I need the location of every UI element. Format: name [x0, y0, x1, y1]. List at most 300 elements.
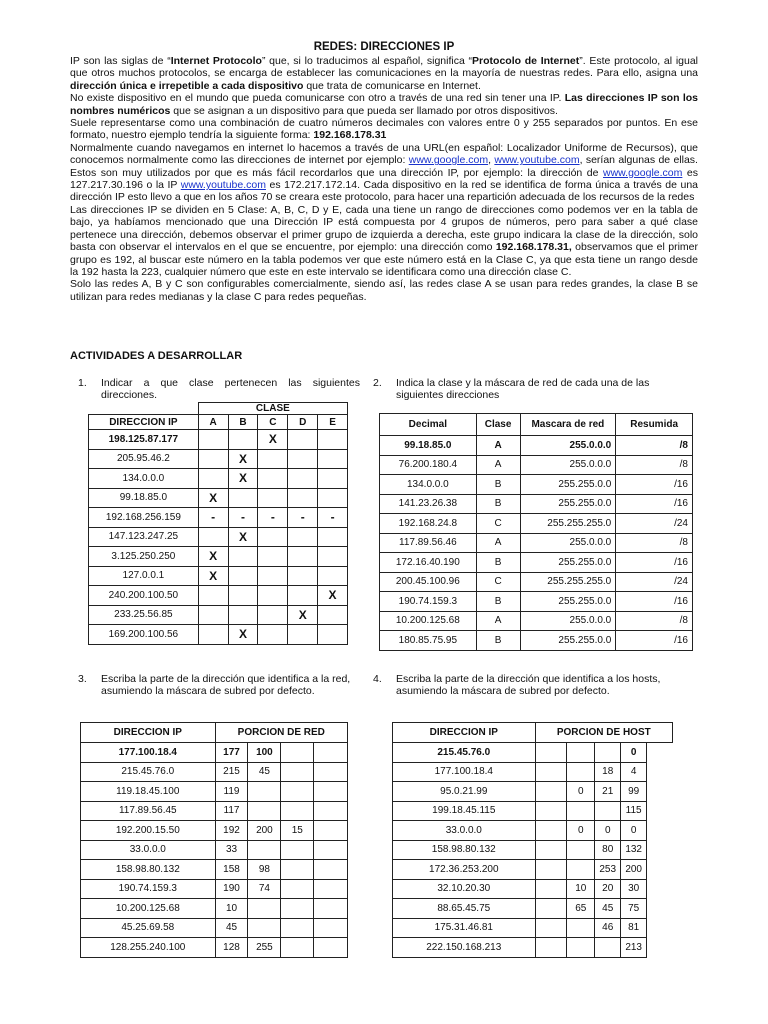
table-row: [81, 782, 348, 802]
network-portion-table: [80, 722, 348, 958]
cidr-cell: /8: [616, 455, 693, 475]
octet-cell: [281, 879, 314, 899]
intro-paragraph: [70, 92, 698, 117]
decimal-cell: 117.89.56.46: [380, 533, 477, 553]
octet-cell: [281, 899, 314, 919]
octet-cell: 99: [621, 782, 647, 802]
mask-cell: 255.255.0.0: [520, 494, 616, 514]
class-cell: A: [476, 611, 520, 631]
empty-cell: [314, 840, 348, 860]
intro-text: [70, 55, 698, 303]
class-mark-cell: [318, 566, 348, 586]
class-header: D: [288, 415, 318, 430]
octet-cell: 74: [248, 879, 281, 899]
ip-cell: 198.125.87.177: [89, 430, 199, 450]
class-mark-cell: [318, 605, 348, 625]
empty-cell: [535, 918, 567, 938]
class-mark-cell: X: [288, 605, 318, 625]
empty-cell: [314, 743, 348, 763]
ip-cell: 215.45.76.0: [81, 762, 216, 782]
mask-cell: 255.255.0.0: [520, 631, 616, 651]
class-cell: B: [476, 553, 520, 573]
octet-cell: 0: [621, 743, 647, 763]
question-3: [78, 673, 360, 698]
ip-cell: 169.200.100.56: [89, 625, 199, 645]
table-row: [393, 801, 673, 821]
ip-cell: 192.200.15.50: [81, 821, 216, 841]
text: que trata de comunicarse en Internet.: [303, 79, 481, 92]
ip-column-header: DIRECCION IP: [393, 723, 536, 743]
octet-cell: 158: [215, 860, 248, 880]
mask-cell: 255.0.0.0: [520, 455, 616, 475]
text: Normalmente cuando navegamos en internet lo hacemos a través de una URL(en español: Localizador Uniforme de Recursos), que conocemos normalmente como las direcciones de internet por ejemplo:: [70, 141, 698, 167]
octet-cell: 75: [621, 899, 647, 919]
table-row: [380, 553, 693, 573]
class-mark-cell: [258, 469, 288, 489]
table-row: [380, 494, 693, 514]
decimal-cell: 200.45.100.96: [380, 572, 477, 592]
question-text: Escriba la parte de la dirección que identifica a los hosts, asumiendo la máscara de subred por defecto.: [396, 673, 661, 698]
intro-paragraph: [70, 55, 698, 92]
ip-cell: 119.18.45.100: [81, 782, 216, 802]
octet-cell: [281, 860, 314, 880]
class-mark-cell: [228, 586, 258, 606]
class-header: Clase: [476, 414, 520, 436]
table-row: [393, 840, 673, 860]
class-mark-cell: [288, 488, 318, 508]
page-title: REDES: DIRECCIONES IP: [313, 41, 455, 53]
empty-cell: [535, 938, 567, 958]
cidr-header: Resumida: [616, 414, 693, 436]
text: que se asignan a un dispositivo para que pueda ser llamado por otros dispositivos.: [170, 104, 558, 117]
decimal-header: Decimal: [380, 414, 477, 436]
table-row: [393, 782, 673, 802]
table-row: [81, 860, 348, 880]
octet-cell: 0: [621, 821, 647, 841]
table-row: [89, 605, 348, 625]
table-row: [81, 762, 348, 782]
class-cell: A: [476, 533, 520, 553]
class-cell: C: [476, 514, 520, 534]
class-mark-cell: [318, 469, 348, 489]
octet-cell: [281, 762, 314, 782]
empty-cell: [314, 782, 348, 802]
ip-cell: 33.0.0.0: [81, 840, 216, 860]
octet-cell: 0: [567, 782, 595, 802]
cidr-cell: /8: [616, 611, 693, 631]
text: Las direcciones IP se dividen en 5 Clase: A, B, C, D y E, cada una tiene un rango de direcciones como podemos ver en la tabla de bajo, ya habíamos mencionado que una Dirección IP está compuesta por 4 grupos de números, pero para saber a qué clase pertenece una dirección, debemos observar el primer grupo de izquierda a derecha, este grupo indicara la clase de la dirección, solo basta con observar el intervalos en el que se encuentre, por ejemplo: una dirección como: [70, 203, 698, 254]
ip-cell: 190.74.159.3: [81, 879, 216, 899]
cidr-cell: /8: [616, 533, 693, 553]
text: ,: [488, 154, 495, 167]
octet-cell: [567, 801, 595, 821]
table-row: [81, 938, 348, 958]
octet-cell: [281, 743, 314, 763]
ip-cell: 32.10.20.30: [393, 879, 536, 899]
octet-cell: [595, 938, 621, 958]
class-header: E: [318, 415, 348, 430]
cidr-cell: /24: [616, 572, 693, 592]
octet-cell: 177: [215, 743, 248, 763]
octet-cell: 45: [248, 762, 281, 782]
octet-cell: [248, 801, 281, 821]
octet-cell: [595, 743, 621, 763]
decimal-cell: 172.16.40.190: [380, 553, 477, 573]
octet-cell: [595, 801, 621, 821]
intro-paragraph: [70, 117, 698, 142]
octet-cell: [567, 762, 595, 782]
table-row: [81, 743, 348, 763]
class-mark-cell: [258, 449, 288, 469]
ip-cell: 95.0.21.99: [393, 782, 536, 802]
class-mark-cell: -: [288, 508, 318, 528]
class-cell: B: [476, 494, 520, 514]
table-row: [89, 625, 348, 645]
octet-cell: 115: [621, 801, 647, 821]
class-mark-cell: [288, 586, 318, 606]
link-youtube[interactable]: www.youtube.com: [494, 154, 580, 167]
octet-cell: 20: [595, 879, 621, 899]
ip-cell: 177.100.18.4: [81, 743, 216, 763]
table-row: [393, 860, 673, 880]
decimal-cell: 190.74.159.3: [380, 592, 477, 612]
class-header: C: [258, 415, 288, 430]
table-row: [380, 514, 693, 534]
class-mark-cell: [288, 449, 318, 469]
octet-cell: [281, 840, 314, 860]
table-row: [393, 821, 673, 841]
link-google[interactable]: www.google.com: [408, 154, 489, 167]
intro-paragraph: Solo las redes A, B y C son configurables comercialmente, siendo así, las redes clase A se usan para redes grandes, la clase B se utilizan para redes medianas y la clase C para redes pequeñas.: [70, 278, 698, 303]
ip-cell: 175.31.46.81: [393, 918, 536, 938]
class-mark-cell: [288, 430, 318, 450]
mask-cell: 255.255.0.0: [520, 475, 616, 495]
empty-cell: [314, 801, 348, 821]
octet-cell: 128: [215, 938, 248, 958]
question-number: 3.: [78, 673, 87, 685]
mask-cell: 255.0.0.0: [520, 533, 616, 553]
table-row: [380, 611, 693, 631]
octet-cell: 15: [281, 821, 314, 841]
question-text: Indicar a que clase pertenecen las siguientes direcciones.: [101, 377, 360, 402]
table-row: [89, 430, 348, 450]
class-mark-cell: [258, 586, 288, 606]
class-mark-cell: [198, 449, 228, 469]
class-mark-cell: [318, 527, 348, 547]
empty-cell: [535, 801, 567, 821]
table-row: [380, 436, 693, 456]
octet-cell: [567, 918, 595, 938]
mask-cell: 255.255.255.0: [520, 572, 616, 592]
cidr-cell: /8: [616, 436, 693, 456]
octet-cell: [567, 938, 595, 958]
octet-cell: 4: [621, 762, 647, 782]
octet-cell: [248, 899, 281, 919]
octet-cell: [248, 918, 281, 938]
class-mark-cell: [228, 430, 258, 450]
table-row: [81, 840, 348, 860]
class-mark-cell: [198, 625, 228, 645]
text: No existe dispositivo en el mundo que pueda comunicarse con otro a través de una red sin tener una IP.: [70, 92, 565, 105]
octet-cell: [281, 782, 314, 802]
empty-cell: [314, 899, 348, 919]
ip-cell: 10.200.125.68: [81, 899, 216, 919]
ip-cell: 117.89.56.45: [81, 801, 216, 821]
class-mark-cell: [318, 430, 348, 450]
class-mark-cell: [258, 547, 288, 567]
class-mark-cell: [288, 566, 318, 586]
octet-cell: [567, 860, 595, 880]
table-row: [393, 879, 673, 899]
ip-cell: 134.0.0.0: [89, 469, 199, 489]
ip-cell: 233.25.56.85: [89, 605, 199, 625]
class-mark-cell: [198, 430, 228, 450]
octet-cell: 81: [621, 918, 647, 938]
class-mark-cell: X: [198, 488, 228, 508]
class-mark-cell: [288, 527, 318, 547]
octet-cell: 200: [621, 860, 647, 880]
cidr-cell: /24: [616, 514, 693, 534]
ip-cell: 240.200.100.50: [89, 586, 199, 606]
empty-cell: [535, 860, 567, 880]
intro-paragraph: [70, 204, 698, 278]
octet-cell: 253: [595, 860, 621, 880]
text: Suele representarse como una combinación de cuatro números decimales con valores entre 0 y 255 separados por puntos. En ese formato, nuestro ejemplo tendría la siguiente forma:: [70, 117, 698, 142]
octet-cell: 132: [621, 840, 647, 860]
text-bold: Internet Protocolo: [170, 55, 262, 67]
class-cell: B: [476, 631, 520, 651]
class-mark-cell: [318, 625, 348, 645]
octet-cell: [567, 743, 595, 763]
text-bold: 192.168.178.31: [313, 129, 387, 142]
class-mark-cell: [258, 527, 288, 547]
class-mark-cell: -: [198, 508, 228, 528]
octet-cell: 119: [215, 782, 248, 802]
ip-cell: 158.98.80.132: [81, 860, 216, 880]
mask-cell: 255.255.0.0: [520, 592, 616, 612]
table-row: [81, 821, 348, 841]
table-row: [89, 469, 348, 489]
link-youtube[interactable]: www.youtube.com: [180, 179, 266, 192]
class-mark-cell: [318, 488, 348, 508]
table-row: [81, 918, 348, 938]
text: ”. Este protocolo, al igual que otros muchos protocolos, se encarga de establecer las comunicaciones en la mayoría de nuestras redes. Para ello, asigna una: [70, 55, 699, 80]
class-cell: B: [476, 475, 520, 495]
host-portion-header: PORCION DE HOST: [535, 723, 672, 743]
table-row: [89, 488, 348, 508]
class-mark-cell: [258, 488, 288, 508]
ip-cell: 222.150.168.213: [393, 938, 536, 958]
text-bold: Las direcciones IP son los nombres numéricos: [70, 92, 698, 117]
ip-cell: 215.45.76.0: [393, 743, 536, 763]
class-mark-cell: [228, 566, 258, 586]
decimal-cell: 10.200.125.68: [380, 611, 477, 631]
text: es 127.217.30.196 o la IP: [70, 166, 698, 192]
decimal-cell: 180.85.75.95: [380, 631, 477, 651]
ip-cell: 127.0.0.1: [89, 566, 199, 586]
class-header: A: [198, 415, 228, 430]
decimal-cell: 141.23.26.38: [380, 494, 477, 514]
empty-cell: [314, 821, 348, 841]
class-mark-cell: X: [198, 566, 228, 586]
ip-column-header: DIRECCION IP: [89, 415, 199, 430]
empty-cell: [535, 879, 567, 899]
octet-cell: 65: [567, 899, 595, 919]
question-4: [373, 673, 698, 698]
class-mark-cell: [198, 586, 228, 606]
table-row: [89, 449, 348, 469]
class-mark-cell: [198, 605, 228, 625]
empty-header: [89, 403, 199, 415]
class-table: [88, 402, 348, 645]
class-cell: C: [476, 572, 520, 592]
cidr-cell: /16: [616, 475, 693, 495]
class-mark-cell: [288, 547, 318, 567]
ip-cell: 158.98.80.132: [393, 840, 536, 860]
table-row: [81, 801, 348, 821]
table-row: [393, 918, 673, 938]
ip-cell: 3.125.250.250: [89, 547, 199, 567]
table-row: [393, 899, 673, 919]
class-cell: A: [476, 455, 520, 475]
octet-cell: 30: [621, 879, 647, 899]
cidr-cell: /16: [616, 494, 693, 514]
ip-cell: 128.255.240.100: [81, 938, 216, 958]
table-row: [380, 475, 693, 495]
class-header: B: [228, 415, 258, 430]
class-mark-cell: X: [228, 449, 258, 469]
table-row: [89, 547, 348, 567]
question-number: 1.: [78, 377, 87, 389]
empty-cell: [535, 899, 567, 919]
class-mark-cell: -: [228, 508, 258, 528]
question-1: [78, 377, 360, 402]
intro-paragraph: [70, 142, 698, 204]
octet-cell: 0: [595, 821, 621, 841]
class-mark-cell: -: [258, 508, 288, 528]
class-mark-cell: X: [258, 430, 288, 450]
class-mark-cell: X: [228, 469, 258, 489]
class-mark-cell: [318, 449, 348, 469]
ip-cell: 172.36.253.200: [393, 860, 536, 880]
empty-cell: [535, 762, 567, 782]
question-text: Indica la clase y la máscara de red de cada una de las siguientes direcciones: [396, 377, 650, 402]
octet-cell: 192: [215, 821, 248, 841]
empty-cell: [535, 840, 567, 860]
empty-cell: [314, 860, 348, 880]
octet-cell: 190: [215, 879, 248, 899]
class-mark-cell: [288, 625, 318, 645]
question-number: 2.: [373, 377, 382, 389]
class-mark-cell: [258, 625, 288, 645]
class-mark-cell: [288, 469, 318, 489]
ip-cell: 147.123.247.25: [89, 527, 199, 547]
octet-cell: 21: [595, 782, 621, 802]
octet-cell: 100: [248, 743, 281, 763]
empty-cell: [535, 743, 567, 763]
link-google[interactable]: www.google.com: [603, 166, 683, 179]
mask-cell: 255.0.0.0: [520, 436, 616, 456]
empty-cell: [535, 782, 567, 802]
table-row: [380, 455, 693, 475]
table-row: [380, 631, 693, 651]
class-mark-cell: -: [318, 508, 348, 528]
class-mark-cell: [198, 469, 228, 489]
table-row: [81, 879, 348, 899]
text-bold: 192.168.178.31,: [495, 241, 572, 254]
octet-cell: 45: [215, 918, 248, 938]
octet-cell: 33: [215, 840, 248, 860]
ip-cell: 177.100.18.4: [393, 762, 536, 782]
octet-cell: [248, 782, 281, 802]
octet-cell: 200: [248, 821, 281, 841]
text: , serían algunas de ellas. Estos son muy utilizados por que es más fácil recordarlos que una dirección IP, por ejemplo: la dirección de: [70, 154, 698, 179]
table-row: [89, 566, 348, 586]
octet-cell: 117: [215, 801, 248, 821]
table-row: [393, 938, 673, 958]
decimal-cell: 192.168.24.8: [380, 514, 477, 534]
cidr-cell: /16: [616, 592, 693, 612]
octet-cell: 215: [215, 762, 248, 782]
octet-cell: [567, 840, 595, 860]
ip-cell: 205.95.46.2: [89, 449, 199, 469]
octet-cell: [281, 918, 314, 938]
text: es 172.217.172.14. Cada dispositivo en la red se identifica de forma única a través de una dirección IP esto llevo a que en los años 70 se creara este protocolo, para hacer una repartición adecuada de los recursos de la redes: [70, 179, 699, 204]
ip-cell: 33.0.0.0: [393, 821, 536, 841]
class-mark-cell: [318, 547, 348, 567]
octet-cell: [248, 840, 281, 860]
empty-cell: [314, 879, 348, 899]
decimal-cell: 76.200.180.4: [380, 455, 477, 475]
ip-cell: 88.65.45.75: [393, 899, 536, 919]
text: IP son las siglas de “: [70, 55, 171, 67]
decimal-cell: 99.18.85.0: [380, 436, 477, 456]
empty-cell: [314, 762, 348, 782]
octet-cell: [281, 801, 314, 821]
mask-table: [379, 413, 693, 651]
mask-cell: 255.0.0.0: [520, 611, 616, 631]
table-row: [380, 533, 693, 553]
class-mark-cell: [228, 605, 258, 625]
octet-cell: 10: [567, 879, 595, 899]
class-group-header: CLASE: [198, 403, 347, 415]
host-portion-table: [392, 722, 673, 958]
empty-cell: [535, 821, 567, 841]
class-mark-cell: [228, 488, 258, 508]
class-mark-cell: X: [198, 547, 228, 567]
class-cell: B: [476, 592, 520, 612]
cidr-cell: /16: [616, 553, 693, 573]
question-number: 4.: [373, 673, 382, 685]
class-mark-cell: X: [228, 625, 258, 645]
octet-cell: 0: [567, 821, 595, 841]
decimal-cell: 134.0.0.0: [380, 475, 477, 495]
table-row: [81, 899, 348, 919]
ip-cell: 199.18.45.115: [393, 801, 536, 821]
cidr-cell: /16: [616, 631, 693, 651]
text: ” que, si lo traducimos al español, significa “: [261, 55, 473, 67]
mask-cell: 255.255.0.0: [520, 553, 616, 573]
table-row: [393, 743, 673, 763]
class-mark-cell: X: [228, 527, 258, 547]
text: observamos que el primer grupo es 192, al buscar este número en la tabla podemos ver que este número está en la Clase C, ya que esta tiene un rango desde la 192 hasta la 223, cualquier número que este en este intervalo se identificara como una dirección clase C.: [70, 241, 698, 278]
table-row: [89, 508, 348, 528]
octet-cell: 98: [248, 860, 281, 880]
class-mark-cell: X: [318, 586, 348, 606]
mask-header: Mascara de red: [520, 414, 616, 436]
octet-cell: 10: [215, 899, 248, 919]
octet-cell: 213: [621, 938, 647, 958]
